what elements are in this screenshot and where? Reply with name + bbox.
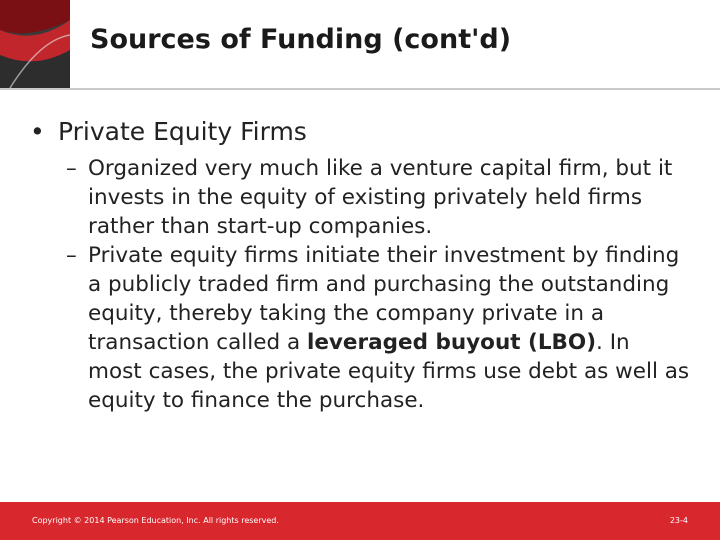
sub-bullet-marker: – [66, 243, 77, 268]
sub-bullet-text [88, 241, 690, 415]
sub-bullet-text: Organized very much like a venture capital firm, but it invests in the equity of existing privately held firms rather than start-up companies. [88, 156, 673, 239]
term-highlight: leveraged buyout (LBO) [306, 330, 597, 355]
footer-copyright: Copyright © 2014 Pearson Education, Inc. All rights reserved. [32, 516, 279, 525]
footer-bar [0, 502, 720, 540]
title-divider [0, 88, 720, 90]
sub-bullet-text-end: . In most cases, the private equity firms use debt as well as equity to finance the purchase. [88, 330, 690, 413]
sub-bullet-list [30, 154, 690, 415]
bullet-item [30, 116, 690, 148]
corner-graphic-icon [0, 0, 70, 88]
sub-bullet-item [66, 154, 690, 241]
page-number: 23-4 [669, 516, 688, 525]
slide-content [30, 116, 690, 415]
sub-bullet-marker: – [66, 156, 77, 181]
bullet-label: Private Equity Firms [58, 117, 307, 146]
slide-title: Sources of Funding (cont'd) [90, 24, 512, 55]
sub-bullet-item [66, 241, 690, 415]
sub-bullet-text-start: Private equity firms initiate their investment by finding a publicly traded firm and purchasing the outstanding equity, thereby taking the company private in a transaction called a [88, 243, 680, 355]
bullet-marker: • [30, 117, 45, 146]
